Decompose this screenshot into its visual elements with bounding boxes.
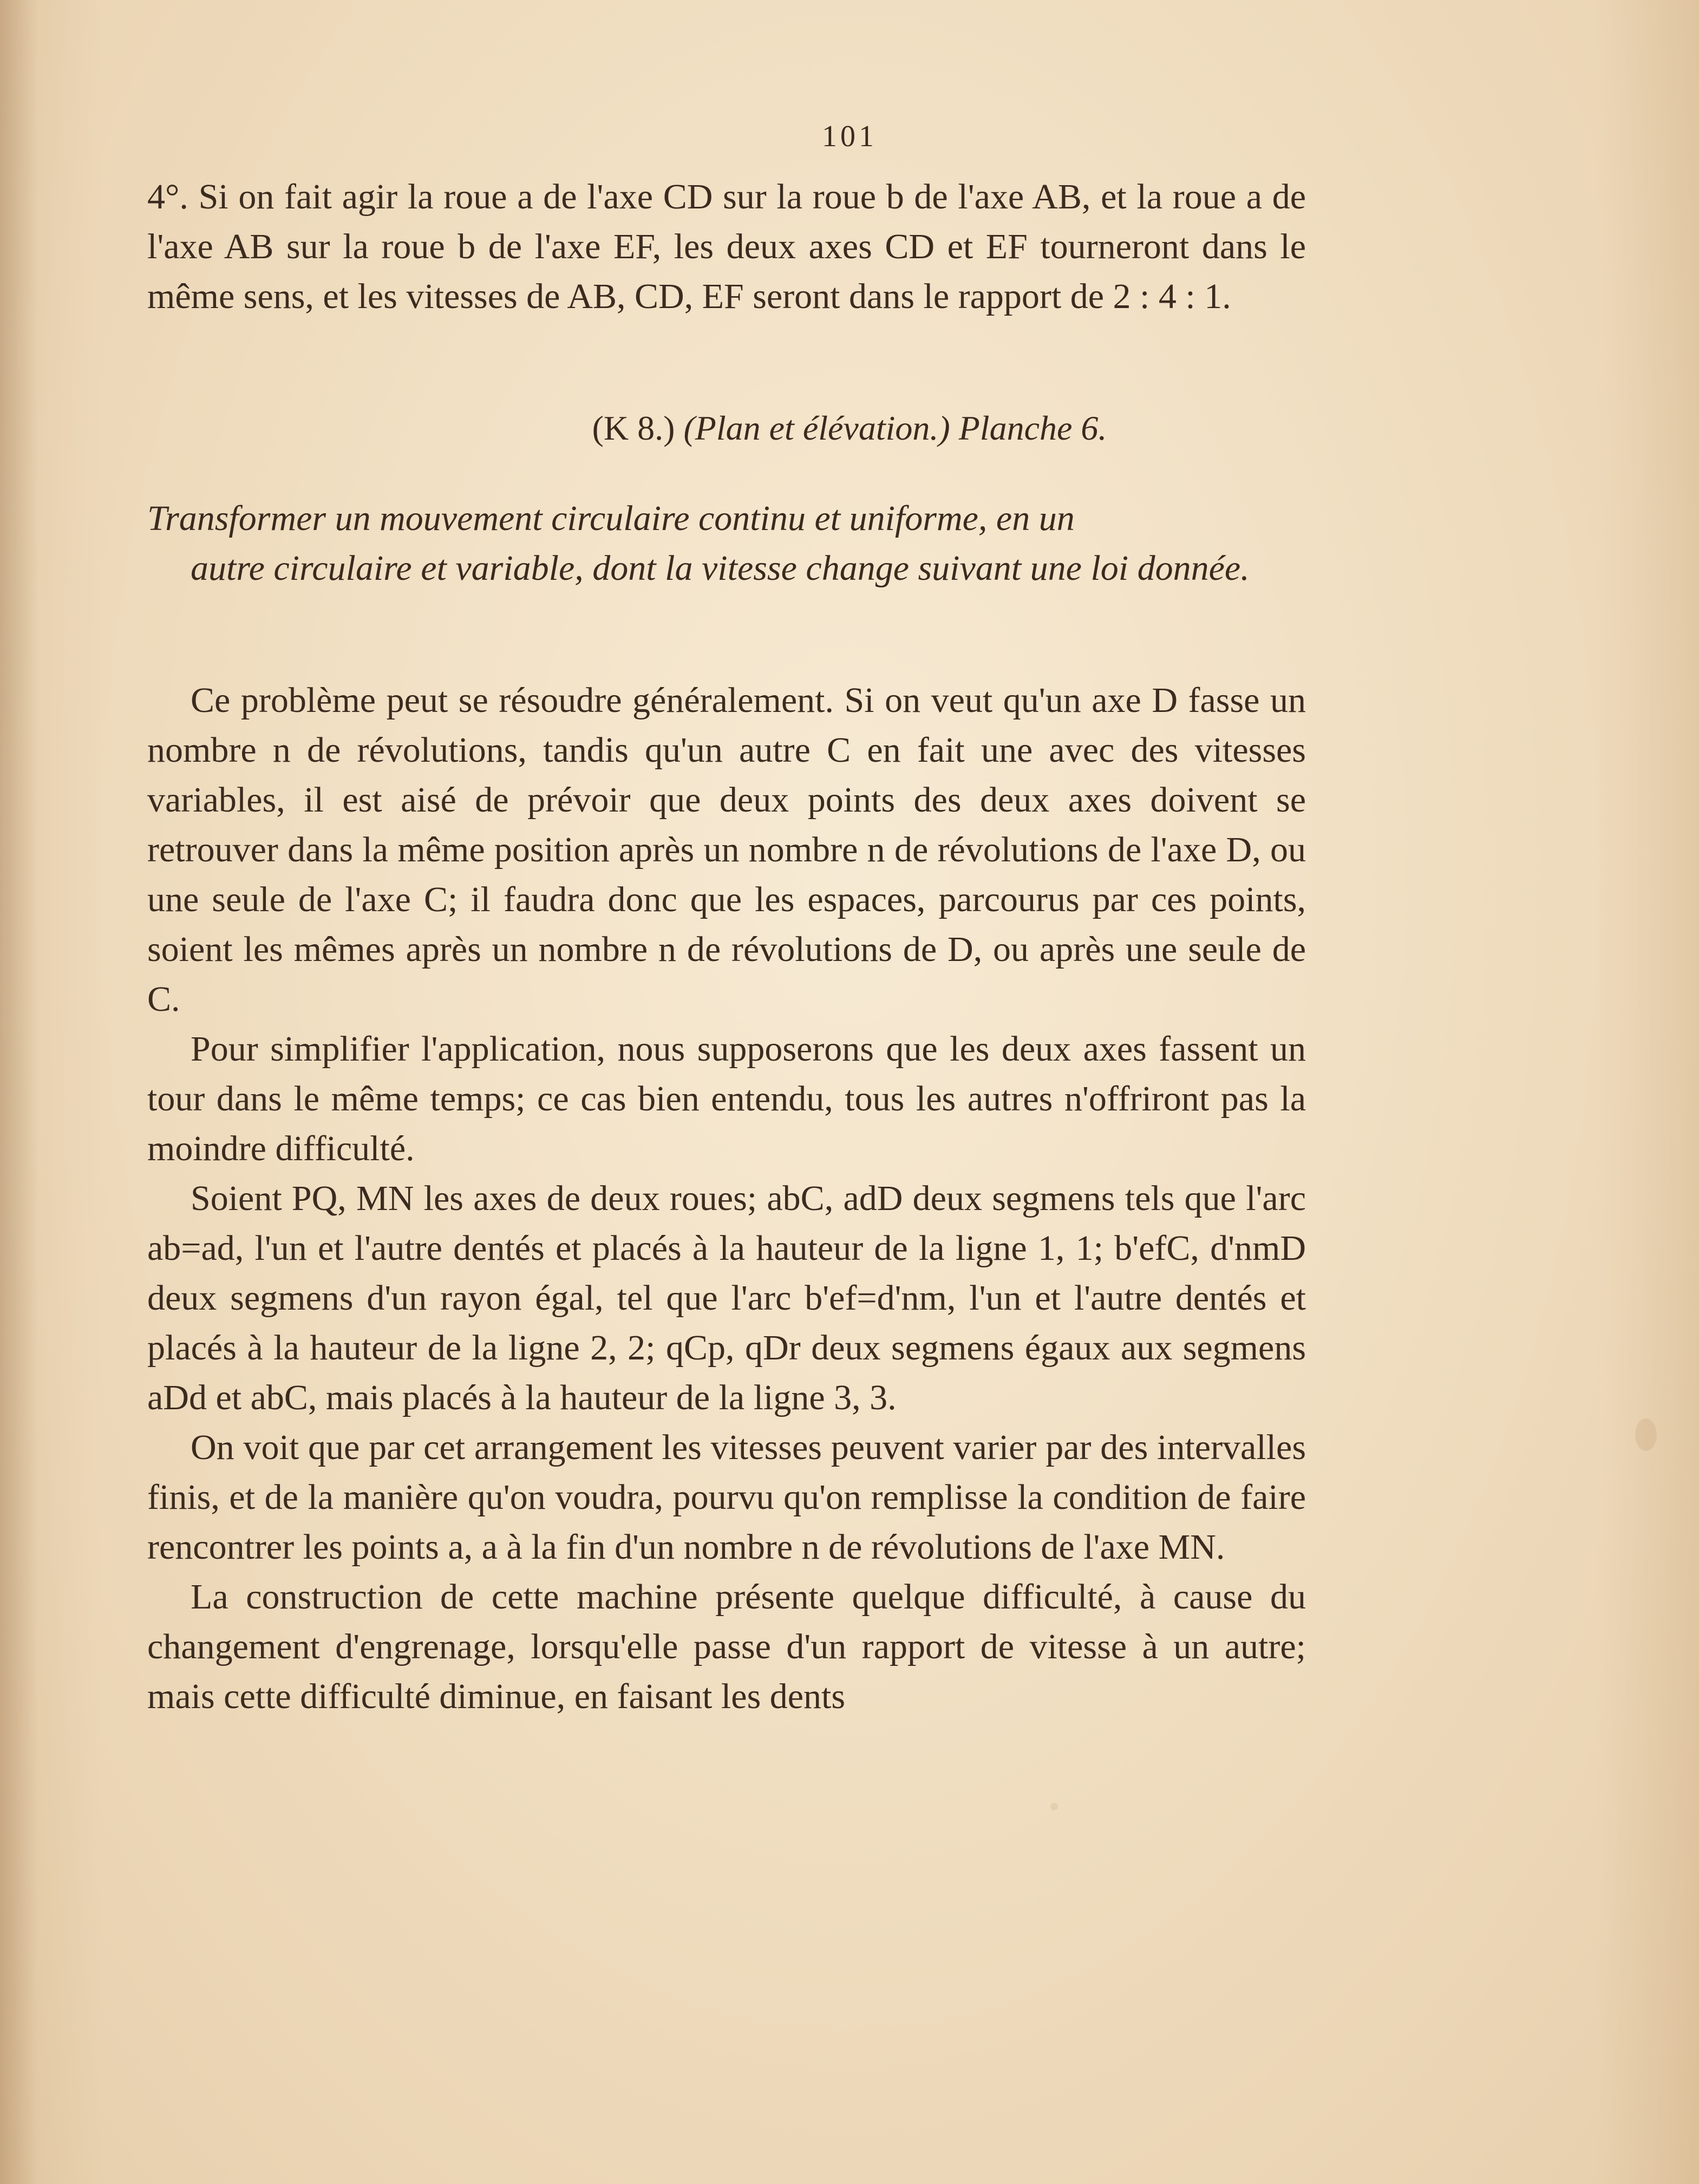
body-paragraph: On voit que par cet arrangement les vitesses peuvent varier par des intervalles finis, et de la manière qu'on voudra, pourvu qu'on remplisse la condition de faire rencontrer les points a, a à la fin d'un nombre n de révolutions de l'axe MN.: [147, 1428, 1306, 1567]
section-view: (Plan et élévation.): [683, 409, 950, 447]
body-paragraph: Pour simplifier l'application, nous supposerons que les deux axes fassent un tour dans le même temps; ce cas bien entendu, tous les autres n'offriront pas la moindre difficulté.: [147, 1029, 1306, 1168]
body-paragraph: Soient PQ, MN les axes de deux roues; abC, adD deux segmens tels que l'arc ab=ad, l'un et l'autre dentés et placés à la hauteur de la ligne 1, 1; b'efC, d'nmD deux segmens d'un rayon égal, tel que l'arc b'ef=d'nm, l'un et l'autre dentés et placés à la hauteur de la ligne 2, 2; qCp, qDr deux segmens égaux aux segmens aDd et abC, mais placés à la hauteur de la ligne 3, 3.: [147, 1179, 1306, 1417]
paper-stain: [1050, 1803, 1058, 1810]
problem-continuation: autre circulaire et variable, dont la vitesse change suivant une loi donnée.: [191, 548, 1250, 588]
page-gutter-shadow: [0, 0, 38, 2184]
page-number: 101: [822, 120, 877, 153]
body-paragraph: Ce problème peut se résoudre généralement. Si on veut qu'un axe D fasse un nombre n de révolutions, tandis qu'un autre C en fait une avec des vitesses variables, il est aisé de prévoir que deux points des deux axes doivent se retrouver dans la même position après un nombre n de révolutions de l'axe D, ou une seule de l'axe C; il faudra donc que les espaces, parcourus par ces points, soient les mêmes après un nombre n de révolutions de D, ou après une seule de C.: [147, 681, 1306, 1019]
problem-statement: [147, 494, 1306, 593]
body-paragraph: La construction de cette machine présente quelque difficulté, à cause du changement d'engrenage, lorsqu'elle passe d'un rapport de vitesse à un autre; mais cette difficulté diminue, en faisant les dents: [147, 1577, 1306, 1716]
section-heading: [0, 408, 1699, 448]
body-text: [147, 676, 1306, 1722]
problem-first-line: Transformer un mouvement circulaire continu et uniforme, en un: [147, 499, 1075, 538]
paper-stain: [1635, 1418, 1657, 1451]
intro-paragraph: 4°. Si on fait agir la roue a de l'axe CD sur la roue b de l'axe AB, et la roue a de l'axe AB sur la roue b de l'axe EF, les deux axes CD et EF tourneront dans le même sens, et les vitesses de AB, CD, EF seront dans le rapport de 2 : 4 : 1.: [147, 177, 1306, 316]
section-code: (K 8.): [592, 409, 675, 447]
section-plate: Planche 6.: [958, 409, 1107, 447]
